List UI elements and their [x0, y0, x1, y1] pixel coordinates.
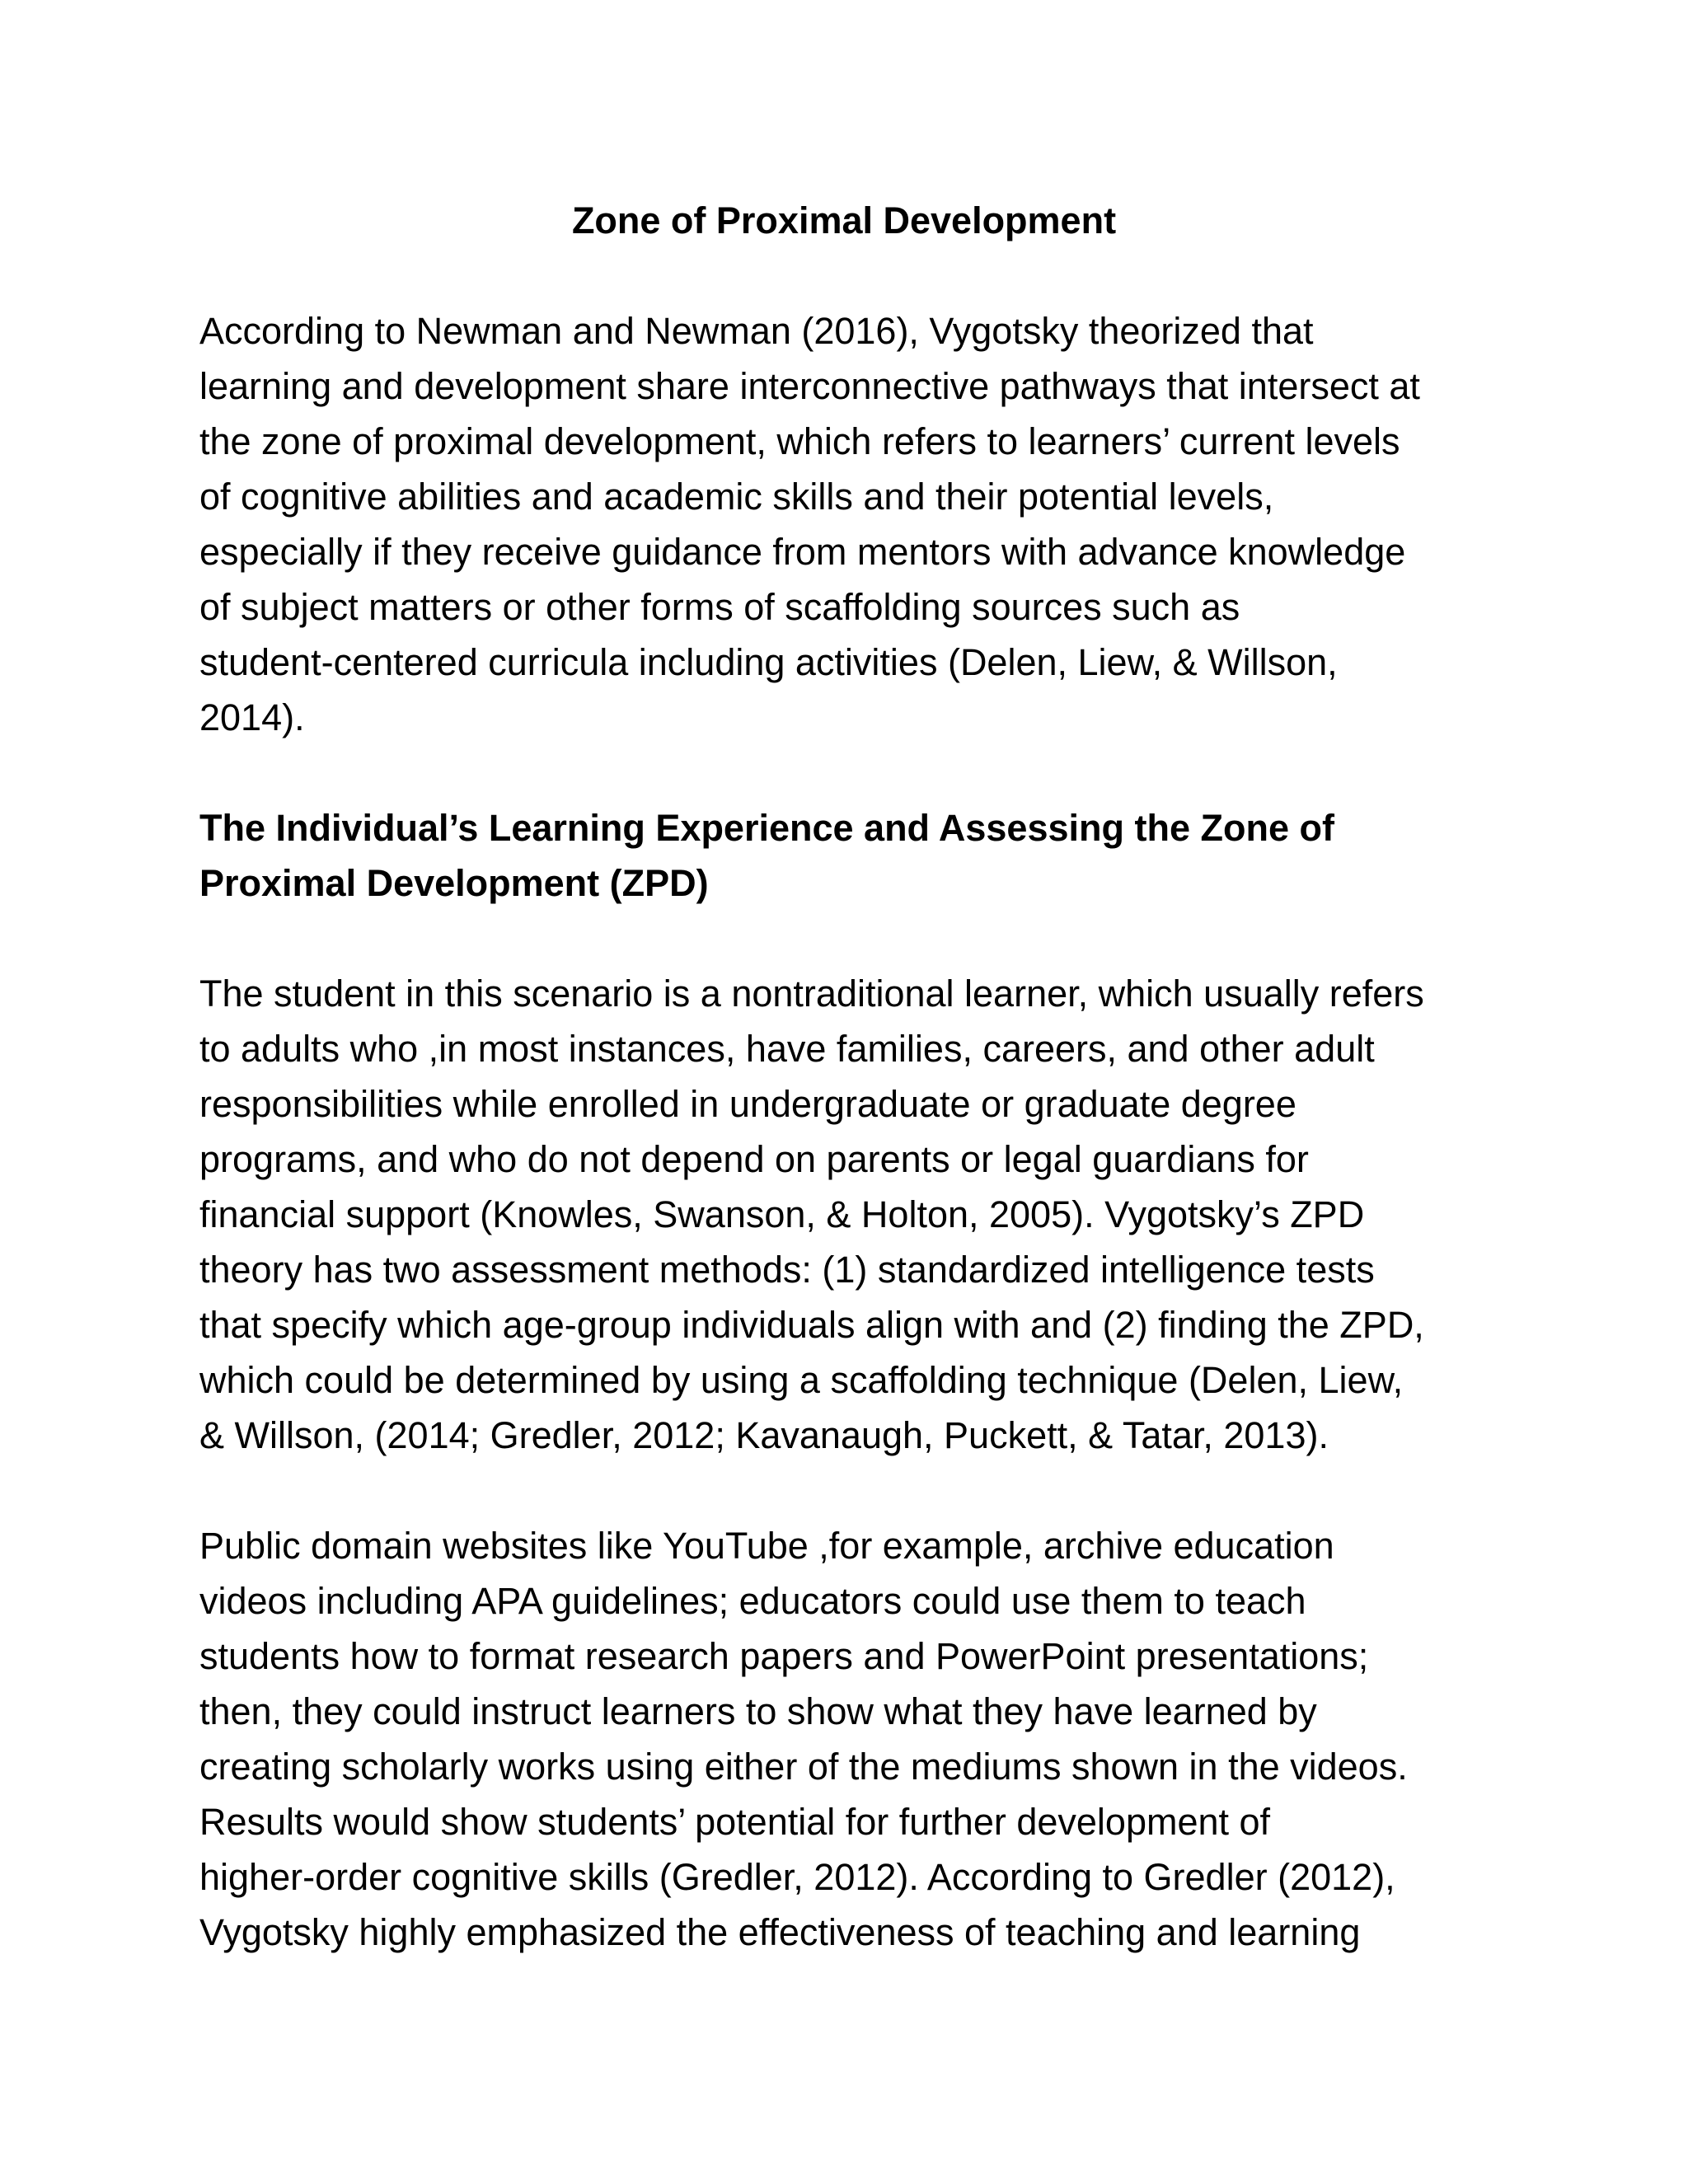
paragraph-line: financial support (Knowles, Swanson, & Holton, 2005). Vygotsky’s ZPD	[199, 1193, 1365, 1235]
paragraph-line: The student in this scenario is a nontraditional learner, which usually refers	[199, 972, 1424, 1015]
paragraph-line: which could be determined by using a scaffolding technique (Delen, Liew,	[199, 1359, 1404, 1401]
paragraph-line: programs, and who do not depend on parents or legal guardians for	[199, 1138, 1309, 1180]
paragraph-line: Vygotsky highly emphasized the effectiveness of teaching and learning	[199, 1911, 1361, 1953]
document-title: Zone of Proximal Development	[571, 199, 1117, 241]
paragraph-line: students how to format research papers and PowerPoint presentations;	[199, 1635, 1369, 1677]
paragraph-line: the zone of proximal development, which refers to learners’ current levels	[199, 420, 1400, 462]
paragraph-line: that specify which age-group individuals align with and (2) finding the ZPD,	[199, 1304, 1424, 1346]
paragraph-line: videos including APA guidelines; educators could use them to teach	[199, 1580, 1306, 1622]
paragraph-line: According to Newman and Newman (2016), Vygotsky theorized that	[199, 310, 1314, 352]
paragraph-line: of cognitive abilities and academic skills and their potential levels,	[199, 476, 1274, 518]
paragraph-line: Public domain websites like YouTube ,for example, archive education	[199, 1525, 1334, 1567]
paragraph-line: theory has two assessment methods: (1) standardized intelligence tests	[199, 1249, 1375, 1291]
paragraph-line: & Willson, (2014; Gredler, 2012; Kavanaugh, Puckett, & Tatar, 2013).	[199, 1414, 1329, 1456]
paragraph-line: then, they could instruct learners to show what they have learned by	[199, 1690, 1317, 1732]
heading-line: The Individual’s Learning Experience and Assessing the Zone of	[199, 807, 1334, 849]
paragraph-line: to adults who ,in most instances, have families, careers, and other adult	[199, 1028, 1375, 1070]
paragraph-line: student-centered curricula including activities (Delen, Liew, & Willson,	[199, 641, 1338, 683]
paragraph-line: learning and development share interconnective pathways that intersect at	[199, 365, 1420, 407]
paragraph-line: responsibilities while enrolled in undergraduate or graduate degree	[199, 1083, 1296, 1125]
paragraph-line: of subject matters or other forms of scaffolding sources such as	[199, 586, 1240, 628]
paragraph-line: higher-order cognitive skills (Gredler, 2012). According to Gredler (2012),	[199, 1856, 1395, 1898]
paragraph-line: Results would show students’ potential for further development of	[199, 1801, 1271, 1843]
paragraph-line: especially if they receive guidance from mentors with advance knowledge	[199, 531, 1406, 573]
paragraph-line: 2014).	[199, 696, 305, 738]
paragraph-line: creating scholarly works using either of the mediums shown in the videos.	[199, 1746, 1408, 1788]
heading-line: Proximal Development (ZPD)	[199, 862, 709, 904]
